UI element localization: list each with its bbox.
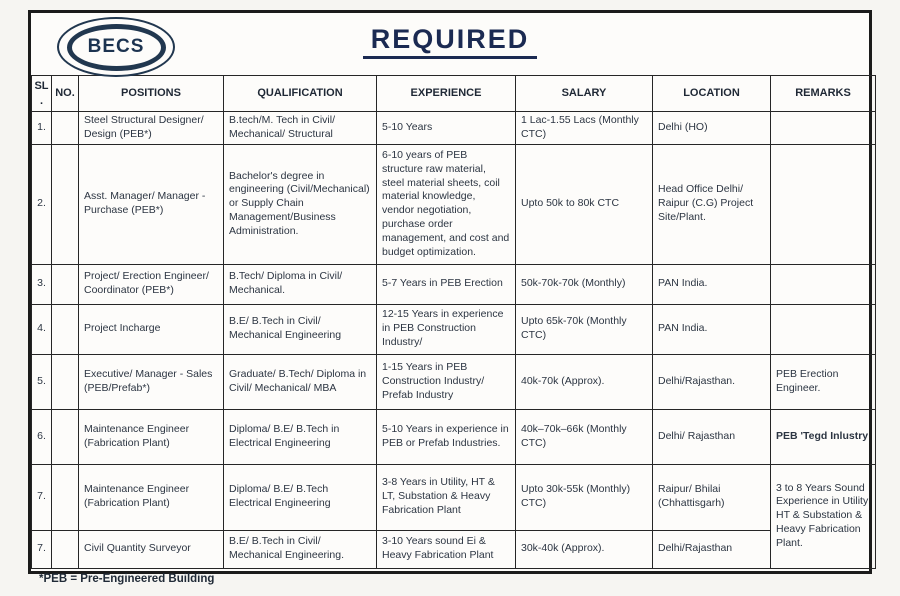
cell-qualification: Diploma/ B.E/ B.Tech in Electrical Engineering xyxy=(224,409,377,464)
cell-salary: 40k–70k–66k (Monthly CTC) xyxy=(516,409,653,464)
cell-qualification: B.tech/M. Tech in Civil/ Mechanical/ Structural xyxy=(224,112,377,145)
table-header-row xyxy=(32,76,876,112)
cell-no xyxy=(52,264,79,304)
cell-qualification: B.Tech/ Diploma in Civil/ Mechanical. xyxy=(224,264,377,304)
cell-qualification: Bachelor's degree in engineering (Civil/Mechanical) or Supply Chain Management/Business Administration. xyxy=(224,144,377,264)
cell-salary: Upto 50k to 80k CTC xyxy=(516,144,653,264)
cell-experience: 3-10 Years sound Ei & Heavy Fabrication Plant xyxy=(377,530,516,568)
header-remarks: REMARKS xyxy=(771,76,876,112)
cell-location: Delhi/Rajasthan. xyxy=(653,354,771,409)
cell-remarks xyxy=(771,264,876,304)
cell-salary: 30k-40k (Approx). xyxy=(516,530,653,568)
cell-location: Delhi/ Rajasthan xyxy=(653,409,771,464)
cell-position: Project/ Erection Engineer/ Coordinator (PEB*) xyxy=(79,264,224,304)
cell-experience: 6-10 years of PEB structure raw material, steel material sheets, coil material knowledge, vendor negotiation, purchase order management, and cost and budget optimization. xyxy=(377,144,516,264)
cell-experience: 12-15 Years in experience in PEB Construction Industry/ xyxy=(377,304,516,354)
cell-experience: 5-10 Years in experience in PEB or Prefab Industries. xyxy=(377,409,516,464)
cell-sl: 3. xyxy=(32,264,52,304)
cell-qualification: B.E/ B.Tech in Civil/ Mechanical Engineering. xyxy=(224,530,377,568)
header-qualification: QUALIFICATION xyxy=(224,76,377,112)
cell-remarks: PEB 'Tegd Inlustry xyxy=(771,409,876,464)
table-row xyxy=(32,354,876,409)
requirements-table xyxy=(31,75,876,569)
header-experience: EXPERIENCE xyxy=(377,76,516,112)
cell-salary: Upto 30k-55k (Monthly) CTC) xyxy=(516,464,653,530)
becs-logo-ring xyxy=(67,24,166,71)
table-row xyxy=(32,530,876,568)
cell-experience: 5-7 Years in PEB Erection xyxy=(377,264,516,304)
cell-location: Raipur/ Bhilai (Chhattisgarh) xyxy=(653,464,771,530)
cell-position: Maintenance Engineer (Fabrication Plant) xyxy=(79,464,224,530)
table-row xyxy=(32,464,876,530)
cell-no xyxy=(52,354,79,409)
cell-salary: Upto 65k-70k (Monthly CTC) xyxy=(516,304,653,354)
cell-qualification: Graduate/ B.Tech/ Diploma in Civil/ Mechanical/ MBA xyxy=(224,354,377,409)
header-positions: POSITIONS xyxy=(79,76,224,112)
cell-salary: 40k-70k (Approx). xyxy=(516,354,653,409)
header-no: NO. xyxy=(52,76,79,112)
table-row xyxy=(32,144,876,264)
cell-position: Project Incharge xyxy=(79,304,224,354)
becs-logo xyxy=(57,17,175,77)
table-row xyxy=(32,304,876,354)
cell-no xyxy=(52,112,79,145)
cell-experience: 3-8 Years in Utility, HT & LT, Substation & Heavy Fabrication Plant xyxy=(377,464,516,530)
cell-sl: 2. xyxy=(32,144,52,264)
cell-sl: 4. xyxy=(32,304,52,354)
cell-location: Delhi/Rajasthan xyxy=(653,530,771,568)
cell-experience: 1-15 Years in PEB Construction Industry/ Prefab Industry xyxy=(377,354,516,409)
cell-sl: 7. xyxy=(32,530,52,568)
page-title: REQUIRED xyxy=(363,24,538,59)
cell-qualification: B.E/ B.Tech in Civil/ Mechanical Engineering xyxy=(224,304,377,354)
cell-location: PAN India. xyxy=(653,264,771,304)
cell-no xyxy=(52,409,79,464)
cell-no xyxy=(52,530,79,568)
cell-remarks: PEB Erection Engineer. xyxy=(771,354,876,409)
cell-position: Asst. Manager/ Manager - Purchase (PEB*) xyxy=(79,144,224,264)
cell-remarks xyxy=(771,112,876,145)
cell-location: Head Office Delhi/ Raipur (C.G) Project Site/Plant. xyxy=(653,144,771,264)
cell-salary: 50k-70k-70k (Monthly) xyxy=(516,264,653,304)
cell-sl: 1. xyxy=(32,112,52,145)
cell-location: PAN India. xyxy=(653,304,771,354)
cell-salary: 1 Lac-1.55 Lacs (Monthly CTC) xyxy=(516,112,653,145)
header-sl: SL. xyxy=(32,76,52,112)
document-frame xyxy=(28,10,872,585)
cell-remarks xyxy=(771,304,876,354)
table-row xyxy=(32,112,876,145)
cell-no xyxy=(52,144,79,264)
cell-experience: 5-10 Years xyxy=(377,112,516,145)
table-row xyxy=(32,409,876,464)
cell-position: Steel Structural Designer/ Design (PEB*) xyxy=(79,112,224,145)
cell-position: Maintenance Engineer (Fabrication Plant) xyxy=(79,409,224,464)
cell-location: Delhi (HO) xyxy=(653,112,771,145)
header-salary: SALARY xyxy=(516,76,653,112)
header-location: LOCATION xyxy=(653,76,771,112)
cell-qualification: Diploma/ B.E/ B.Tech Electrical Engineering xyxy=(224,464,377,530)
table-row xyxy=(32,264,876,304)
cell-remarks: 3 to 8 Years Sound Experience in Utility HT & Substation & Heavy Fabrication Plant. xyxy=(771,464,876,568)
cell-no xyxy=(52,304,79,354)
cell-no xyxy=(52,464,79,530)
cell-sl: 5. xyxy=(32,354,52,409)
cell-position: Civil Quantity Surveyor xyxy=(79,530,224,568)
cell-sl: 6. xyxy=(32,409,52,464)
document-header xyxy=(31,13,869,75)
cell-remarks xyxy=(771,144,876,264)
becs-logo-text: BECS xyxy=(87,36,145,57)
peb-footnote: *PEB = Pre-Engineered Building xyxy=(39,572,215,585)
cell-sl: 7. xyxy=(32,464,52,530)
cell-position: Executive/ Manager - Sales (PEB/Prefab*) xyxy=(79,354,224,409)
